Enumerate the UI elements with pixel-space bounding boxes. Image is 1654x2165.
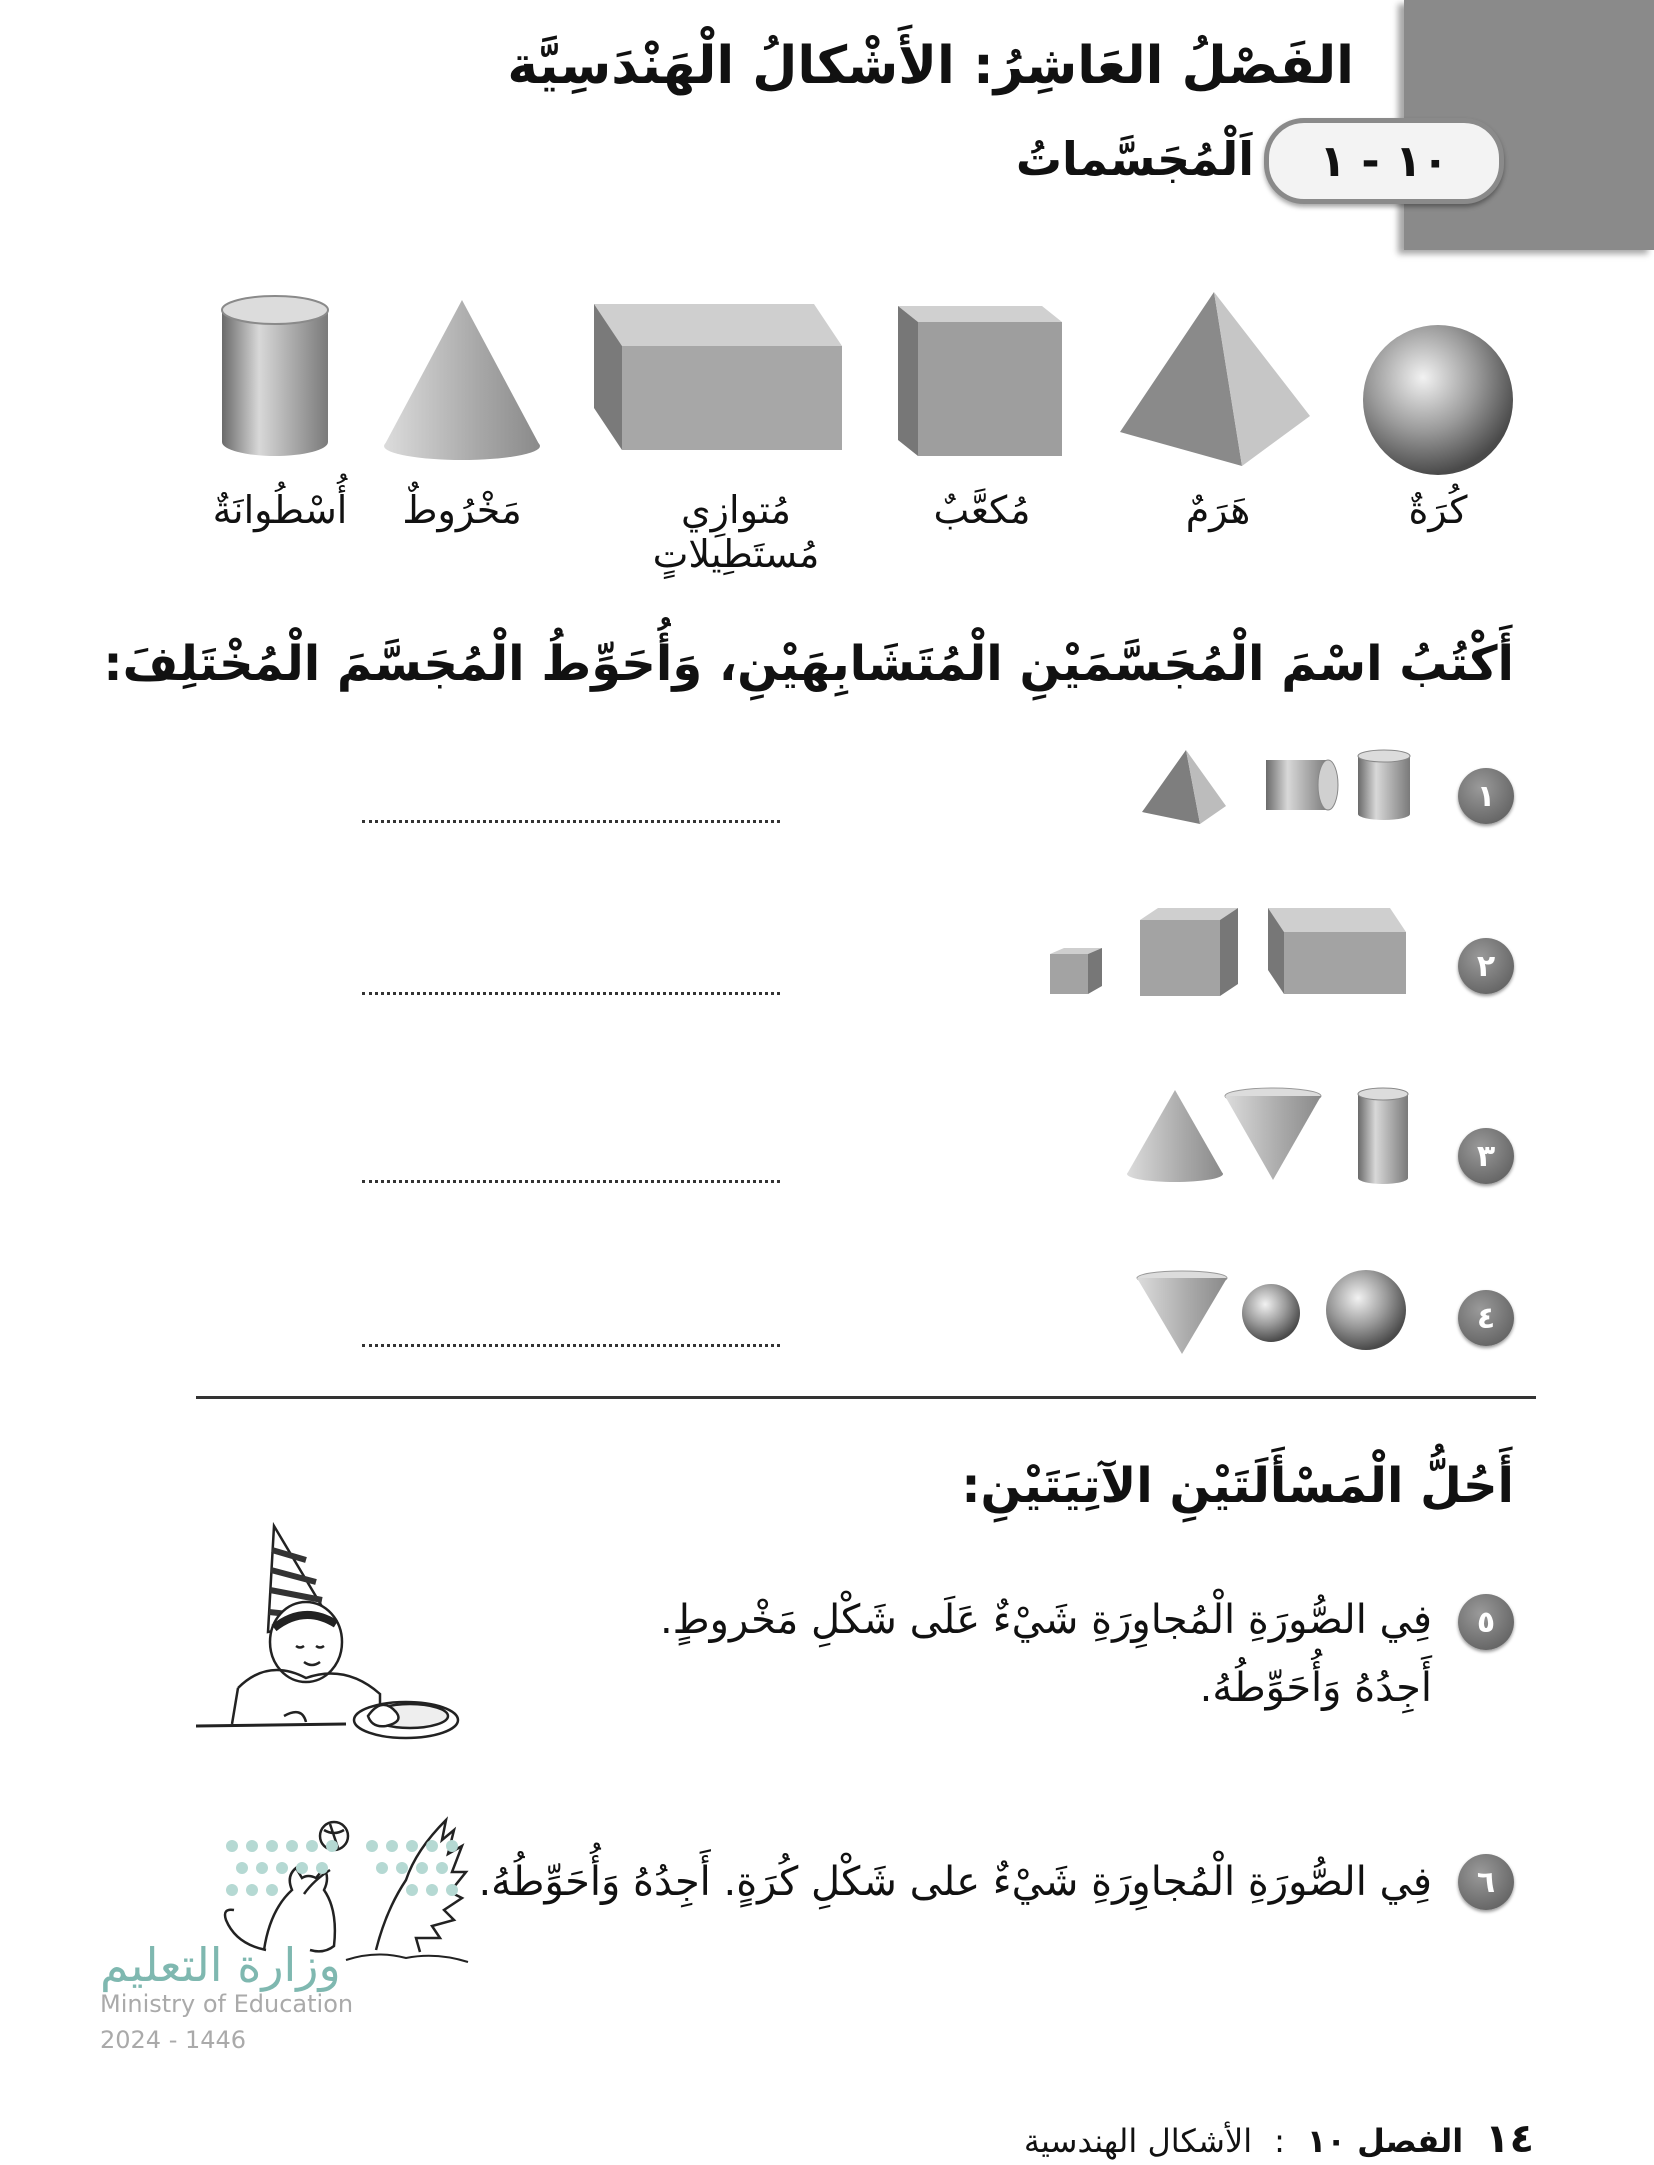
- solid-label-sphere: كُرَةٌ: [1408, 488, 1468, 532]
- item-number-badge: ٢: [1458, 938, 1514, 994]
- cone-icon: [1222, 1086, 1324, 1182]
- item-number-badge: ٤: [1458, 1290, 1514, 1346]
- sphere-icon: [1324, 1268, 1408, 1352]
- cube-icon: [1138, 906, 1240, 998]
- cylinder-icon: [1260, 756, 1340, 814]
- pyramid-icon: [1118, 290, 1314, 470]
- ministry-dots-logo: [222, 1836, 472, 1926]
- solid-label-cuboid: مُتوازِي مُستَطِيلاتٍ: [652, 488, 820, 576]
- watermark-arabic: وزارة التعليم: [100, 1938, 341, 1992]
- problem-5-line1: فِي الصُّورَةِ الْمُجاوِرَةِ شَيْءٌ عَلَى شَكْلِ مَخْروطٍ.: [659, 1597, 1432, 1643]
- sphere-icon: [1240, 1282, 1302, 1344]
- item-number-badge: ٥: [1458, 1594, 1514, 1650]
- exercise1-instruction: أَكْتُبُ اسْمَ الْمُجَسَّمَيْنِ الْمُتَشَابِهَيْنِ، وَأُحَوِّطُ الْمُجَسَّمَ الْمُخْتَلِفَ:: [103, 636, 1514, 692]
- page-footer: [1024, 2116, 1534, 2162]
- sphere-icon: [1360, 322, 1516, 478]
- footer-separator: :: [1274, 2122, 1285, 2160]
- boy-party-hat-illustration: [196, 1520, 466, 1740]
- problem-6-line1: فِي الصُّورَةِ الْمُجاوِرَةِ شَيْءٌ على شَكْلِ كُرَةٍ. أَجِدُهُ وَأُحَوِّطُهُ.: [478, 1859, 1432, 1905]
- solid-label-pyramid: هَرَمٌ: [1185, 488, 1251, 532]
- pyramid-icon: [1140, 748, 1228, 826]
- section-divider: [196, 1396, 1536, 1399]
- solid-label-cylinder: أُسْطُوانَةٌ: [212, 488, 348, 532]
- footer-chapter: الفصل ١٠: [1306, 2122, 1464, 2160]
- item-number-badge: ٦: [1458, 1854, 1514, 1910]
- cone-icon: [1134, 1270, 1230, 1356]
- footer-chapter-name: الأشكال الهندسية: [1023, 2122, 1253, 2160]
- chapter-title: الفَصْلُ العَاشِرُ: الأَشْكالُ الْهَنْدَسِيَّة: [507, 36, 1354, 96]
- watermark-english: Ministry of Education: [100, 1990, 354, 2018]
- answer-line[interactable]: [362, 1180, 780, 1183]
- lesson-number: ١٠ - ١: [1319, 135, 1449, 187]
- problem-5-line2: أَجِدُهُ وَأُحَوِّطُهُ.: [1199, 1665, 1432, 1711]
- lesson-number-badge: [1264, 118, 1504, 204]
- cone-icon: [382, 296, 542, 462]
- item-number-badge: ١: [1458, 768, 1514, 824]
- exercise2-instruction: أَحُلُّ الْمَسْأَلَتَيْنِ الآتِيَتَيْنِ:: [961, 1458, 1514, 1514]
- solid-label-cone: مَخْرُوطٌ: [402, 488, 522, 532]
- cube-icon: [896, 300, 1066, 460]
- solid-label-cube: مُكعَّبٌ: [933, 488, 1031, 532]
- item-number-badge: ٣: [1458, 1128, 1514, 1184]
- cuboid-icon: [1266, 906, 1410, 996]
- watermark-year: 2024 - 1446: [100, 2026, 247, 2054]
- page-number: ١٤: [1485, 2116, 1534, 2162]
- answer-line[interactable]: [362, 992, 780, 995]
- cylinder-icon: [1354, 748, 1414, 822]
- answer-line[interactable]: [362, 820, 780, 823]
- cylinder-icon: [218, 294, 332, 460]
- answer-line[interactable]: [362, 1344, 780, 1347]
- cone-icon: [1124, 1088, 1226, 1184]
- lesson-title: اَلْمُجَسَّماتُ: [1015, 132, 1254, 186]
- cube-icon: [1048, 946, 1104, 996]
- cylinder-icon: [1356, 1086, 1410, 1186]
- cuboid-icon: [592, 302, 846, 452]
